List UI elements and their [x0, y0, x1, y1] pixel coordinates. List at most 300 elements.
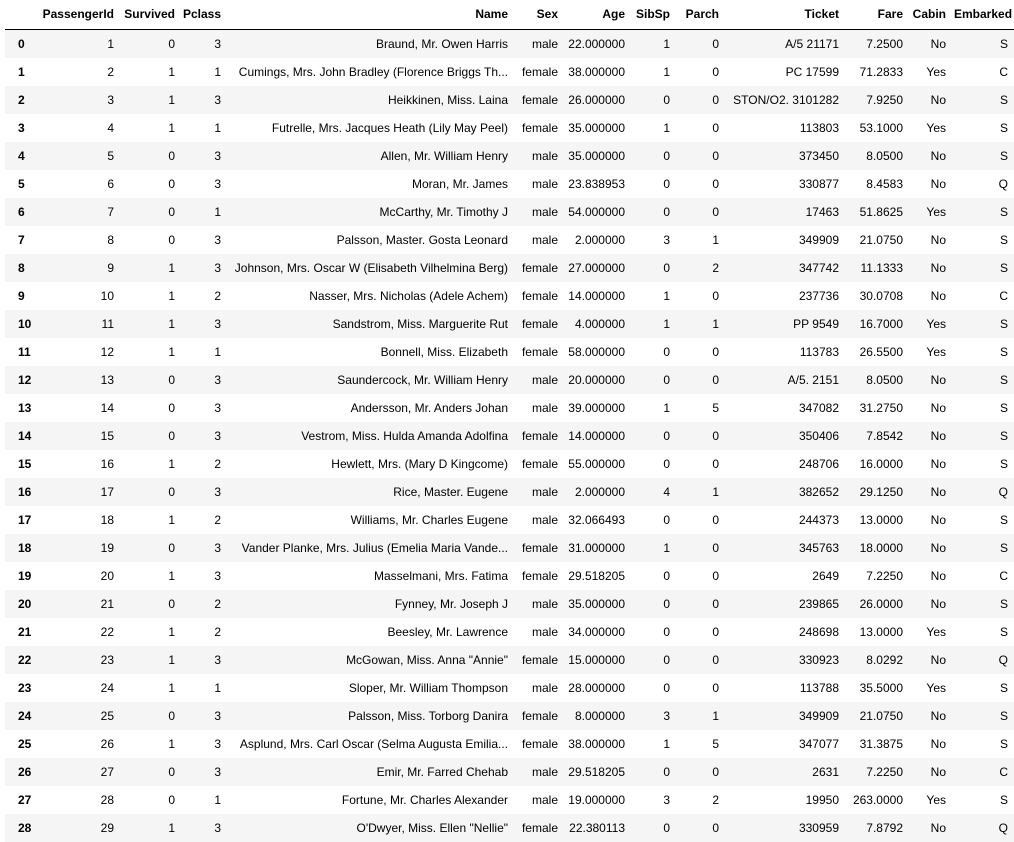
cell-survived: 1 [120, 450, 181, 478]
cell-survived: 1 [120, 618, 181, 646]
cell-sex: female [514, 730, 564, 758]
header-row [5, 0, 1014, 30]
cell-fare: 21.0750 [845, 702, 909, 730]
row-index: 9 [5, 282, 34, 310]
cell-pclass: 3 [181, 86, 227, 114]
cell-fare: 7.2500 [845, 30, 909, 59]
cell-passengerid: 16 [34, 450, 120, 478]
cell-age: 22.380113 [564, 814, 631, 842]
cell-age: 2.000000 [564, 226, 631, 254]
table-row [5, 730, 1014, 758]
cell-passengerid: 9 [34, 254, 120, 282]
cell-parch: 0 [676, 562, 725, 590]
cell-sibsp: 0 [631, 674, 676, 702]
cell-survived: 0 [120, 394, 181, 422]
row-index: 13 [5, 394, 34, 422]
cell-pclass: 3 [181, 702, 227, 730]
column-header-sex: Sex [514, 0, 564, 30]
cell-fare: 21.0750 [845, 226, 909, 254]
cell-pclass: 3 [181, 534, 227, 562]
cell-name: Fynney, Mr. Joseph J [227, 590, 514, 618]
cell-sibsp: 1 [631, 114, 676, 142]
cell-cabin: Yes [909, 198, 952, 226]
cell-cabin: No [909, 814, 952, 842]
cell-pclass: 2 [181, 282, 227, 310]
cell-cabin: No [909, 590, 952, 618]
cell-parch: 0 [676, 646, 725, 674]
cell-embarked: C [952, 562, 1014, 590]
cell-age: 35.000000 [564, 590, 631, 618]
cell-sibsp: 0 [631, 422, 676, 450]
table-row [5, 674, 1014, 702]
cell-ticket: 349909 [725, 226, 845, 254]
cell-sibsp: 0 [631, 758, 676, 786]
column-header-name: Name [227, 0, 514, 30]
column-header-survived: Survived [120, 0, 181, 30]
cell-ticket: 345763 [725, 534, 845, 562]
cell-sex: male [514, 786, 564, 814]
cell-fare: 8.0500 [845, 142, 909, 170]
cell-ticket: 347742 [725, 254, 845, 282]
cell-fare: 7.8542 [845, 422, 909, 450]
cell-sibsp: 0 [631, 646, 676, 674]
table-row [5, 282, 1014, 310]
cell-age: 26.000000 [564, 86, 631, 114]
cell-name: Johnson, Mrs. Oscar W (Elisabeth Vilhelmina Berg) [227, 254, 514, 282]
cell-sex: female [514, 534, 564, 562]
cell-survived: 0 [120, 226, 181, 254]
cell-fare: 7.2250 [845, 758, 909, 786]
cell-passengerid: 11 [34, 310, 120, 338]
cell-ticket: 349909 [725, 702, 845, 730]
cell-passengerid: 23 [34, 646, 120, 674]
cell-passengerid: 21 [34, 590, 120, 618]
cell-pclass: 2 [181, 618, 227, 646]
cell-parch: 0 [676, 422, 725, 450]
cell-cabin: No [909, 646, 952, 674]
cell-embarked: C [952, 758, 1014, 786]
cell-survived: 1 [120, 338, 181, 366]
cell-sibsp: 1 [631, 282, 676, 310]
column-header-passengerid: PassengerId [34, 0, 120, 30]
cell-ticket: PC 17599 [725, 58, 845, 86]
cell-pclass: 2 [181, 450, 227, 478]
table-row [5, 226, 1014, 254]
cell-cabin: Yes [909, 674, 952, 702]
column-header-ticket: Ticket [725, 0, 845, 30]
cell-embarked: S [952, 422, 1014, 450]
cell-parch: 0 [676, 534, 725, 562]
cell-name: Hewlett, Mrs. (Mary D Kingcome) [227, 450, 514, 478]
cell-name: Williams, Mr. Charles Eugene [227, 506, 514, 534]
cell-cabin: No [909, 170, 952, 198]
cell-fare: 13.0000 [845, 618, 909, 646]
cell-sex: male [514, 226, 564, 254]
cell-embarked: S [952, 702, 1014, 730]
cell-sex: female [514, 58, 564, 86]
cell-sex: female [514, 702, 564, 730]
column-header-pclass: Pclass [181, 0, 227, 30]
cell-age: 8.000000 [564, 702, 631, 730]
row-index: 8 [5, 254, 34, 282]
cell-parch: 0 [676, 170, 725, 198]
cell-parch: 2 [676, 786, 725, 814]
cell-survived: 1 [120, 310, 181, 338]
cell-ticket: 2631 [725, 758, 845, 786]
cell-name: Rice, Master. Eugene [227, 478, 514, 506]
cell-cabin: No [909, 562, 952, 590]
cell-ticket: 347082 [725, 394, 845, 422]
table-row [5, 338, 1014, 366]
cell-ticket: 248698 [725, 618, 845, 646]
cell-pclass: 1 [181, 674, 227, 702]
cell-ticket: 113783 [725, 338, 845, 366]
cell-fare: 263.0000 [845, 786, 909, 814]
cell-embarked: S [952, 142, 1014, 170]
cell-cabin: No [909, 450, 952, 478]
cell-passengerid: 4 [34, 114, 120, 142]
cell-sex: male [514, 758, 564, 786]
row-index: 23 [5, 674, 34, 702]
cell-pclass: 1 [181, 198, 227, 226]
cell-fare: 26.5500 [845, 338, 909, 366]
cell-name: McCarthy, Mr. Timothy J [227, 198, 514, 226]
cell-passengerid: 10 [34, 282, 120, 310]
row-index: 22 [5, 646, 34, 674]
cell-ticket: 237736 [725, 282, 845, 310]
cell-pclass: 2 [181, 590, 227, 618]
row-index: 25 [5, 730, 34, 758]
cell-parch: 0 [676, 674, 725, 702]
cell-sibsp: 0 [631, 170, 676, 198]
cell-survived: 1 [120, 254, 181, 282]
cell-embarked: Q [952, 170, 1014, 198]
cell-ticket: 330923 [725, 646, 845, 674]
cell-pclass: 3 [181, 254, 227, 282]
cell-ticket: 113788 [725, 674, 845, 702]
table-row [5, 170, 1014, 198]
row-index: 1 [5, 58, 34, 86]
table-body [5, 30, 1014, 842]
cell-fare: 31.3875 [845, 730, 909, 758]
cell-name: Vander Planke, Mrs. Julius (Emelia Maria Vande... [227, 534, 514, 562]
cell-passengerid: 2 [34, 58, 120, 86]
cell-pclass: 3 [181, 366, 227, 394]
cell-sibsp: 1 [631, 534, 676, 562]
cell-fare: 51.8625 [845, 198, 909, 226]
table-row [5, 30, 1014, 59]
cell-ticket: 2649 [725, 562, 845, 590]
cell-embarked: S [952, 198, 1014, 226]
cell-pclass: 3 [181, 170, 227, 198]
cell-age: 55.000000 [564, 450, 631, 478]
row-index: 19 [5, 562, 34, 590]
cell-age: 29.518205 [564, 758, 631, 786]
cell-survived: 0 [120, 534, 181, 562]
cell-survived: 0 [120, 30, 181, 59]
row-index: 20 [5, 590, 34, 618]
cell-age: 27.000000 [564, 254, 631, 282]
cell-fare: 16.7000 [845, 310, 909, 338]
cell-sex: male [514, 366, 564, 394]
cell-pclass: 3 [181, 758, 227, 786]
cell-age: 35.000000 [564, 114, 631, 142]
cell-sex: female [514, 310, 564, 338]
cell-survived: 1 [120, 86, 181, 114]
dataframe-table [5, 0, 1014, 842]
table-row [5, 366, 1014, 394]
cell-pclass: 3 [181, 226, 227, 254]
cell-age: 4.000000 [564, 310, 631, 338]
cell-sex: male [514, 30, 564, 59]
cell-age: 20.000000 [564, 366, 631, 394]
cell-name: Emir, Mr. Farred Chehab [227, 758, 514, 786]
cell-sibsp: 1 [631, 730, 676, 758]
cell-pclass: 3 [181, 646, 227, 674]
cell-embarked: S [952, 394, 1014, 422]
cell-passengerid: 6 [34, 170, 120, 198]
cell-fare: 29.1250 [845, 478, 909, 506]
cell-sex: female [514, 86, 564, 114]
cell-sibsp: 0 [631, 366, 676, 394]
cell-age: 23.838953 [564, 170, 631, 198]
cell-survived: 0 [120, 478, 181, 506]
cell-sex: male [514, 506, 564, 534]
cell-parch: 0 [676, 450, 725, 478]
cell-fare: 16.0000 [845, 450, 909, 478]
cell-parch: 0 [676, 30, 725, 59]
row-index: 16 [5, 478, 34, 506]
table-row [5, 394, 1014, 422]
cell-name: Palsson, Master. Gosta Leonard [227, 226, 514, 254]
row-index: 5 [5, 170, 34, 198]
cell-cabin: No [909, 282, 952, 310]
cell-cabin: No [909, 506, 952, 534]
row-index: 18 [5, 534, 34, 562]
cell-passengerid: 28 [34, 786, 120, 814]
row-index: 27 [5, 786, 34, 814]
cell-fare: 7.2250 [845, 562, 909, 590]
cell-fare: 8.0292 [845, 646, 909, 674]
cell-embarked: Q [952, 646, 1014, 674]
cell-name: Vestrom, Miss. Hulda Amanda Adolfina [227, 422, 514, 450]
cell-age: 39.000000 [564, 394, 631, 422]
cell-sibsp: 0 [631, 254, 676, 282]
cell-embarked: Q [952, 814, 1014, 842]
cell-sibsp: 0 [631, 142, 676, 170]
cell-sex: female [514, 254, 564, 282]
cell-sibsp: 0 [631, 814, 676, 842]
cell-ticket: 330959 [725, 814, 845, 842]
cell-sex: male [514, 618, 564, 646]
cell-name: Futrelle, Mrs. Jacques Heath (Lily May Peel) [227, 114, 514, 142]
cell-parch: 0 [676, 366, 725, 394]
cell-ticket: A/5. 2151 [725, 366, 845, 394]
cell-fare: 7.9250 [845, 86, 909, 114]
cell-embarked: S [952, 674, 1014, 702]
cell-survived: 1 [120, 814, 181, 842]
cell-survived: 1 [120, 506, 181, 534]
cell-age: 14.000000 [564, 422, 631, 450]
cell-sex: female [514, 562, 564, 590]
cell-parch: 0 [676, 814, 725, 842]
cell-survived: 0 [120, 422, 181, 450]
row-index: 2 [5, 86, 34, 114]
cell-age: 28.000000 [564, 674, 631, 702]
cell-age: 15.000000 [564, 646, 631, 674]
cell-pclass: 3 [181, 30, 227, 59]
row-index: 14 [5, 422, 34, 450]
table-row [5, 814, 1014, 842]
table-row [5, 590, 1014, 618]
table-row [5, 450, 1014, 478]
table-row [5, 142, 1014, 170]
cell-sex: female [514, 646, 564, 674]
cell-parch: 0 [676, 618, 725, 646]
table-row [5, 86, 1014, 114]
cell-sibsp: 1 [631, 30, 676, 59]
table-row [5, 702, 1014, 730]
cell-embarked: S [952, 450, 1014, 478]
cell-embarked: S [952, 590, 1014, 618]
cell-parch: 5 [676, 394, 725, 422]
cell-age: 22.000000 [564, 30, 631, 59]
cell-embarked: S [952, 226, 1014, 254]
table-row [5, 534, 1014, 562]
row-index: 28 [5, 814, 34, 842]
cell-cabin: Yes [909, 786, 952, 814]
cell-sex: female [514, 282, 564, 310]
cell-embarked: S [952, 534, 1014, 562]
cell-embarked: S [952, 506, 1014, 534]
cell-parch: 0 [676, 758, 725, 786]
cell-fare: 11.1333 [845, 254, 909, 282]
column-header-fare: Fare [845, 0, 909, 30]
cell-passengerid: 8 [34, 226, 120, 254]
table-row [5, 758, 1014, 786]
cell-parch: 0 [676, 338, 725, 366]
cell-cabin: Yes [909, 310, 952, 338]
cell-survived: 0 [120, 786, 181, 814]
cell-name: Masselmani, Mrs. Fatima [227, 562, 514, 590]
cell-parch: 0 [676, 86, 725, 114]
cell-sibsp: 0 [631, 506, 676, 534]
cell-fare: 8.4583 [845, 170, 909, 198]
cell-survived: 1 [120, 674, 181, 702]
column-header-age: Age [564, 0, 631, 30]
column-header-sibsp: SibSp [631, 0, 676, 30]
row-index: 12 [5, 366, 34, 394]
cell-pclass: 1 [181, 338, 227, 366]
cell-survived: 0 [120, 170, 181, 198]
cell-survived: 0 [120, 198, 181, 226]
row-index: 26 [5, 758, 34, 786]
column-header-cabin: Cabin [909, 0, 952, 30]
cell-cabin: No [909, 366, 952, 394]
cell-parch: 1 [676, 478, 725, 506]
cell-ticket: A/5 21171 [725, 30, 845, 59]
cell-survived: 0 [120, 590, 181, 618]
cell-cabin: No [909, 758, 952, 786]
cell-name: Andersson, Mr. Anders Johan [227, 394, 514, 422]
cell-sex: male [514, 198, 564, 226]
table-row [5, 478, 1014, 506]
cell-ticket: 330877 [725, 170, 845, 198]
cell-name: Palsson, Miss. Torborg Danira [227, 702, 514, 730]
cell-pclass: 3 [181, 814, 227, 842]
cell-passengerid: 22 [34, 618, 120, 646]
cell-cabin: No [909, 702, 952, 730]
cell-passengerid: 29 [34, 814, 120, 842]
cell-sibsp: 3 [631, 702, 676, 730]
table-row [5, 422, 1014, 450]
cell-ticket: 113803 [725, 114, 845, 142]
cell-cabin: No [909, 226, 952, 254]
cell-pclass: 3 [181, 394, 227, 422]
cell-age: 31.000000 [564, 534, 631, 562]
cell-sibsp: 0 [631, 450, 676, 478]
row-index: 6 [5, 198, 34, 226]
cell-ticket: 17463 [725, 198, 845, 226]
cell-cabin: No [909, 730, 952, 758]
cell-survived: 0 [120, 702, 181, 730]
cell-passengerid: 14 [34, 394, 120, 422]
cell-fare: 35.5000 [845, 674, 909, 702]
cell-ticket: 244373 [725, 506, 845, 534]
cell-pclass: 2 [181, 506, 227, 534]
cell-ticket: 347077 [725, 730, 845, 758]
cell-embarked: S [952, 30, 1014, 59]
cell-age: 32.066493 [564, 506, 631, 534]
cell-passengerid: 1 [34, 30, 120, 59]
cell-ticket: 248706 [725, 450, 845, 478]
cell-age: 34.000000 [564, 618, 631, 646]
cell-name: Braund, Mr. Owen Harris [227, 30, 514, 59]
cell-passengerid: 7 [34, 198, 120, 226]
cell-pclass: 3 [181, 562, 227, 590]
table-row [5, 562, 1014, 590]
row-index: 11 [5, 338, 34, 366]
row-index: 17 [5, 506, 34, 534]
cell-cabin: No [909, 142, 952, 170]
table-row [5, 254, 1014, 282]
cell-sex: male [514, 478, 564, 506]
cell-embarked: S [952, 730, 1014, 758]
cell-ticket: 382652 [725, 478, 845, 506]
cell-parch: 0 [676, 282, 725, 310]
cell-name: O'Dwyer, Miss. Ellen "Nellie" [227, 814, 514, 842]
cell-fare: 53.1000 [845, 114, 909, 142]
cell-sibsp: 0 [631, 338, 676, 366]
cell-sex: female [514, 450, 564, 478]
row-index: 21 [5, 618, 34, 646]
cell-passengerid: 13 [34, 366, 120, 394]
column-header-index [5, 0, 34, 30]
row-index: 24 [5, 702, 34, 730]
cell-age: 19.000000 [564, 786, 631, 814]
cell-parch: 1 [676, 702, 725, 730]
cell-cabin: No [909, 394, 952, 422]
cell-embarked: S [952, 338, 1014, 366]
table-row [5, 198, 1014, 226]
cell-survived: 1 [120, 114, 181, 142]
table-row [5, 646, 1014, 674]
row-index: 10 [5, 310, 34, 338]
row-index: 7 [5, 226, 34, 254]
table-row [5, 114, 1014, 142]
cell-passengerid: 15 [34, 422, 120, 450]
cell-cabin: Yes [909, 338, 952, 366]
